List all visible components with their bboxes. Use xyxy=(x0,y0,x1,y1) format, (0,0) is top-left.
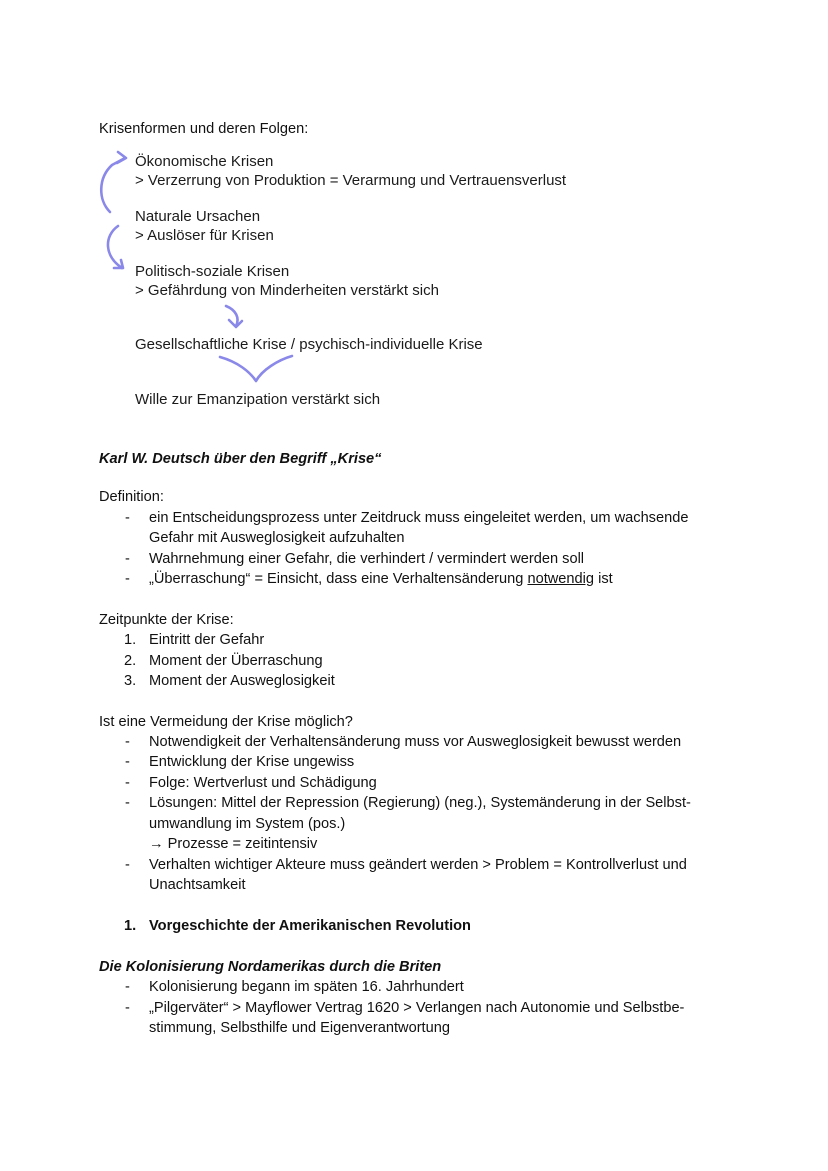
zeitpunkt-item-1: Eintritt der Gefahr xyxy=(149,632,265,648)
bullet-dash: - xyxy=(125,734,130,750)
bullet-dash: - xyxy=(125,754,130,770)
wille-zur-emanzipation: Wille zur Emanzipation verstärkt sich xyxy=(135,391,381,408)
oekonomische-krisen-detail: > Verzerrung von Produktion = Verarmung und Vertrauensverlust xyxy=(135,172,567,189)
diagram-arrows xyxy=(0,0,828,420)
curved-arrow-down xyxy=(108,226,122,268)
definition-item-1-line-1: ein Entscheidungsprozess unter Zeitdruck muss eingeleitet werden, um wachsende xyxy=(149,510,689,526)
kolonisierung-item-1: Kolonisierung begann im späten 16. Jahrhundert xyxy=(149,979,464,995)
zeitpunkt-item-2: Moment der Überraschung xyxy=(149,653,323,669)
politisch-soziale-krisen-title: Politisch-soziale Krisen xyxy=(135,263,290,280)
vermeidung-item-4-line-3: → Prozesse = zeitintensiv xyxy=(149,836,318,852)
bullet-dash: - xyxy=(125,551,130,567)
definition-item-3-end: ist xyxy=(598,571,613,587)
gesellschaftliche-krise: Gesellschaftliche Krise / psychisch-individuelle Krise xyxy=(135,336,483,353)
definition-label: Definition: xyxy=(99,489,164,505)
vermeidung-item-2: Entwicklung der Krise ungewiss xyxy=(149,754,355,770)
vermeidung-item-1: Notwendigkeit der Verhaltensänderung muss vor Ausweglosigkeit bewusst werden xyxy=(149,734,682,750)
vermeidung-item-4-line-1: Lösungen: Mittel der Repression (Regierung) (neg.), Systemänderung in der Selbst- xyxy=(149,795,691,811)
krisenformen-heading: Krisenformen und deren Folgen: xyxy=(99,121,309,137)
kolonisierung-item-2-line-1: „Pilgerväter“ > Mayflower Vertrag 1620 > Verlangen nach Autonomie und Selbstbe- xyxy=(149,1000,685,1016)
definition-item-1-line-2: Gefahr mit Ausweglosigkeit aufzuhalten xyxy=(149,530,405,546)
underlined-word: notwendig xyxy=(527,571,595,587)
definition-item-3-text: „Überraschung“ = Einsicht, dass eine Verhaltensänderung xyxy=(149,571,524,587)
naturale-ursachen-detail: > Auslöser für Krisen xyxy=(135,227,274,244)
section-title: Vorgeschichte der Amerikanischen Revolution xyxy=(149,918,471,934)
bullet-dash: - xyxy=(125,775,130,791)
vermeidung-item-5-line-1: Verhalten wichtiger Akteure muss geändert werden > Problem = Kontrollverlust und xyxy=(149,857,687,873)
deutsch-heading: Karl W. Deutsch über den Begriff „Krise“ xyxy=(99,451,382,467)
naturale-ursachen-title: Naturale Ursachen xyxy=(135,208,261,225)
bullet-dash: - xyxy=(125,795,130,811)
short-arrow-down-head xyxy=(229,320,242,327)
bullet-dash: - xyxy=(125,979,130,995)
oekonomische-krisen-title: Ökonomische Krisen xyxy=(135,153,274,170)
v-arrow xyxy=(220,356,292,381)
vermeidung-label: Ist eine Vermeidung der Krise möglich? xyxy=(99,714,353,730)
politisch-soziale-krisen-detail: > Gefährdung von Minderheiten verstärkt sich xyxy=(135,282,439,299)
curved-arrow-up xyxy=(101,158,125,212)
curved-arrow-up-head xyxy=(117,152,126,163)
vermeidung-item-3: Folge: Wertverlust und Schädigung xyxy=(149,775,377,791)
section-number: 1. xyxy=(124,918,137,934)
kolonisierung-heading: Die Kolonisierung Nordamerikas durch die Briten xyxy=(99,959,442,975)
bullet-dash: - xyxy=(125,510,130,526)
zeitpunkt-item-3: Moment der Ausweglosigkeit xyxy=(149,673,335,689)
zeitpunkt-num-2: 2. xyxy=(124,653,137,669)
bullet-dash: - xyxy=(125,1000,130,1016)
definition-item-2: Wahrnehmung einer Gefahr, die verhindert / vermindert werden soll xyxy=(149,551,585,567)
vermeidung-item-4-line-2: umwandlung im System (pos.) xyxy=(149,816,346,832)
vermeidung-item-5-line-2: Unachtsamkeit xyxy=(149,877,246,893)
bullet-dash: - xyxy=(125,571,130,587)
definition-item-3 xyxy=(149,569,613,589)
zeitpunkt-num-1: 1. xyxy=(124,632,137,648)
zeitpunkte-label: Zeitpunkte der Krise: xyxy=(99,612,234,628)
kolonisierung-item-2-line-2: stimmung, Selbsthilfe und Eigenverantwortung xyxy=(149,1020,450,1036)
bullet-dash: - xyxy=(125,857,130,873)
zeitpunkt-num-3: 3. xyxy=(124,673,137,689)
